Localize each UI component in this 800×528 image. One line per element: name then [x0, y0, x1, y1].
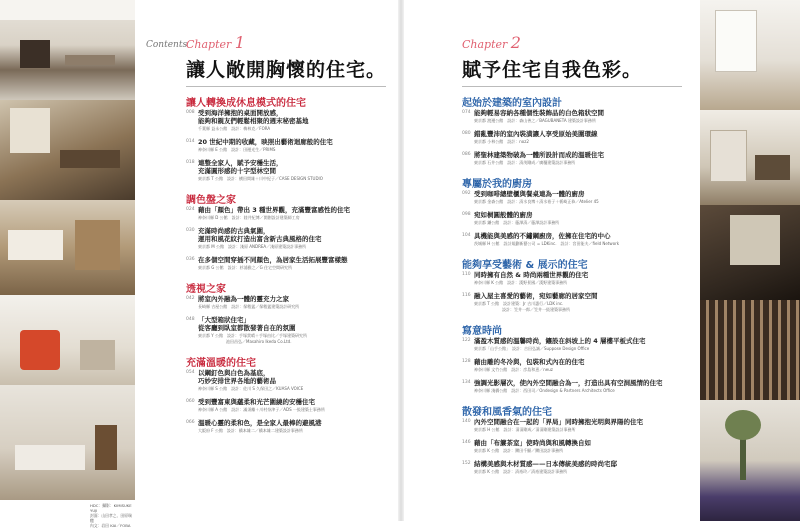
- entry-title: 受到海洋擁抱的桌面開放感，: [198, 109, 283, 117]
- page-number: 086: [462, 152, 471, 157]
- chapter-number: 2: [510, 33, 521, 52]
- section-heading: 專屬於我的廚房: [462, 179, 532, 190]
- page-number: 134: [462, 380, 471, 385]
- entry-credit: 東京都 T 公館 設計建築：Jr 吉川惠行／LDK inc.: [474, 301, 564, 306]
- entry-title: 充滿圓形感的十字型林空間: [198, 167, 276, 175]
- entry-title: 20 世紀中期的收藏，映照出藝術迴廊般的住宅: [198, 138, 333, 146]
- right-photo-strip: [700, 0, 800, 521]
- entry-title: 巧妙安排世界各地的藝術品: [198, 377, 276, 385]
- entry-title: 藉由「顏色」帶出 3 種世界觀，充滿豐富感性的住宅: [198, 206, 351, 214]
- section-heading: 能夠享受藝術 & 展示的住宅: [462, 260, 588, 271]
- page-number: 008: [186, 110, 195, 115]
- section-heading: 寫意時尚: [462, 326, 502, 337]
- page-number: 080: [462, 131, 471, 136]
- page-number: 140: [462, 419, 471, 424]
- contents-label: Contents: [146, 40, 188, 50]
- page-number: 036: [186, 257, 195, 262]
- entry-credit: 東京都 K 公館 設計：鑽田千顯／鑽田設計事務所: [474, 448, 564, 453]
- entry-credit: 茨城縣 H 公館 設計規劃新藝公司 = LDKinc. 設計：宮田能夫／field Network: [474, 241, 620, 246]
- section-heading: 調色盤之家: [186, 195, 236, 206]
- entry-title: 宛如桐圓般體的廚房: [474, 211, 533, 219]
- chapter-number: 1: [234, 33, 245, 52]
- entry-title: 藉由雕的冬冷與，包裝和式內在的住宅: [474, 358, 585, 366]
- entry-credit: 東京都 Y 公館 設計：手塚貴晴＋手塚由比／手塚建築研究所: [198, 333, 307, 338]
- photo-credits: [90, 503, 135, 528]
- page-number: 110: [462, 272, 471, 277]
- page-number: 146: [462, 440, 471, 445]
- chapter-word: Chapter: [462, 38, 508, 51]
- page-number: 074: [462, 110, 471, 115]
- entry-title: 從客廳到臥室都散發著自在的氛圍: [198, 324, 296, 332]
- entry-title: 同時擁有自然 & 時尚兩種世界觀的住宅: [474, 271, 589, 279]
- page-number: 098: [462, 212, 471, 217]
- entry-title: 具機能與美感的不鏽鋼廚房，佐擁在住宅的中心: [474, 232, 611, 240]
- interior-photo-shelves: [700, 110, 800, 205]
- entry-credit: 長崎縣 吉屋公館 設計：保稻猛／保稻猛建築設計研究所: [198, 304, 300, 309]
- interior-photo-living: [0, 0, 135, 100]
- entry-credit: 東京都 石井公館 設計：清茂剛成／廣穰建築設計事務所: [474, 160, 576, 165]
- interior-photo-room: [0, 295, 135, 385]
- credit-line: 封面：山田孝之、田原瑞穗: [90, 513, 132, 523]
- page-number: 060: [186, 399, 195, 404]
- entry-title: 以鋼釘色與白色為基底，: [198, 369, 270, 377]
- entry-title: 溫暖心靈的柔和色，是全家人最棒的避風港: [198, 419, 322, 427]
- page-number: 066: [186, 420, 195, 425]
- entry-title: 錯亂豐沛的室內裝潢讓人享受原始美圍環線: [474, 130, 598, 138]
- entry-credit: 大阪府 F 公館 設計：橋本雄二／橋本雄二建築設計事務所: [198, 428, 303, 433]
- title-divider: [462, 86, 682, 87]
- section-heading: 充滿溫暖的住宅: [186, 358, 256, 369]
- entry-title: 將聖林建築物破為一體所設計而成的溫暖住宅: [474, 151, 604, 159]
- page-number: 030: [186, 228, 195, 233]
- entry-title: 受到豐富東與蘊柔和光芒圍繞的安穩住宅: [198, 398, 315, 406]
- entry-title: 強調光影層次，使內外空間融合為一，打造出具有空洞風情的住宅: [474, 379, 663, 387]
- entry-title: 能夠和親友們輕鬆相聚的週末秘密基地: [198, 117, 309, 125]
- interior-photo-screen: [700, 300, 800, 400]
- entry-title: 將室內外融為一體的靈充力之家: [198, 295, 289, 303]
- interior-photo-bedroom: [0, 385, 135, 500]
- interior-photo-dining: [0, 100, 135, 200]
- page-number: 116: [462, 293, 471, 298]
- chapter-2-label: [462, 33, 521, 52]
- page-number: 054: [186, 370, 195, 375]
- chapter-1-title: 讓人敞開胸懷的住宅。: [186, 59, 387, 81]
- entry-title: 結構美感與木材質感——日本傳統美感的時尚宅邸: [474, 460, 617, 468]
- entry-credit: 神奈川縣 文竹公館 設計：彦島和恵／neuz: [474, 367, 553, 372]
- page-number: 092: [462, 191, 471, 196]
- entry-credit: 東京都 K 公館 設計：清裕玲／清裕建築設計事務所: [474, 469, 568, 474]
- entry-title: 內外空間融合在一起的「界局」同時擁抱光明與界陽的住宅: [474, 418, 643, 426]
- entry-title: 滿盈木質感的溫馨時尚，鑲設在斜坡上的 4 層樓平板式住宅: [474, 337, 646, 345]
- interior-photo-kitchen: [0, 200, 135, 295]
- entry-credit: 設計：笠井一郎／笠井一級建築事務所: [502, 307, 570, 312]
- entry-credit: 千葉縣 益永公館 設計：梅林克／FORA: [198, 126, 271, 131]
- section-heading: 讓人轉換成休息模式的住宅: [186, 98, 306, 109]
- entry-credit: 神奈川縣 A 公館 設計：滿須離＋川村奈津子／ADS 一級建築士事務所: [198, 407, 325, 412]
- page-number: 128: [462, 359, 471, 364]
- page-number: 152: [462, 461, 471, 466]
- title-divider: [186, 86, 386, 87]
- section-heading: 起始於建築的室內設計: [462, 98, 562, 109]
- entry-credit: 東京都「山手公館」 設計：吉田弘誠／Suppose Design Office: [474, 346, 590, 351]
- entry-title: 受到咖啡總壁櫃與餐桌連為一體的廚房: [474, 190, 585, 198]
- entry-credit: 東京都 金森公館 設計：清水良博＋清水裕子＋栃崎正恭／Atelier 45: [474, 199, 599, 204]
- credit-line: 內文：岩田 KAI／FOBA: [90, 523, 131, 528]
- left-photo-strip: [0, 0, 135, 528]
- entry-title: 連整全家人，賦予安穩生活，: [198, 159, 283, 167]
- section-heading: 透視之家: [186, 284, 226, 295]
- page-number: 024: [186, 207, 195, 212]
- entry-credit: 東京都 M 公館 設計：淺原 ANDREA／淺原建築設計事務所: [198, 244, 307, 249]
- page-gutter: [398, 0, 404, 521]
- interior-photo-window: [700, 0, 800, 110]
- entry-credit: 東京都 G 公館 設計：杉浦雅之／G 住宅空間研究所: [198, 265, 293, 270]
- chapter-1-label: [186, 33, 245, 52]
- page-number: 042: [186, 296, 195, 301]
- interior-photo-dark-room: [700, 205, 800, 300]
- entry-title: 藉由「布簾茶室」使時尚與和風轉換自如: [474, 439, 591, 447]
- credit-line: HDC：攝影：KIMISUKE YUJI: [90, 503, 132, 513]
- entry-credit: 神奈川縣 E 公館 設計：田邊光生／PRIMS: [198, 147, 276, 152]
- page-number: 014: [186, 139, 195, 144]
- entry-credit: 神奈川縣 淺橋公館 設計：西田司／Ondesign & Partners Architects Office: [474, 388, 615, 393]
- entry-title: 融入屋主喜愛的藝術，宛如藝廊的居家空間: [474, 292, 598, 300]
- entry-title: 「大型箱狀住宅」: [198, 316, 250, 324]
- page-number: 104: [462, 233, 471, 238]
- entry-credit: 池田昌弘／Masahiro Ikeda Co.Ltd.: [226, 339, 292, 344]
- chapter-word: Chapter: [186, 38, 232, 51]
- section-heading: 散發和風香氣的住宅: [462, 407, 552, 418]
- chapter-2-title: 賦予住宅自我色彩。: [462, 59, 643, 81]
- page-number: 018: [186, 160, 195, 165]
- page-number: 048: [186, 317, 195, 322]
- entry-credit: 神奈川縣 K 公館 設計：漢野景國／漢野建築事務所: [474, 280, 568, 285]
- entry-title: 充滿時尚感的古典氣圍，: [198, 227, 270, 235]
- entry-credit: 東京都 T 公館 設計：橫田間雄＋川中紀子／CASE DESIGN STUDIO: [198, 176, 323, 181]
- entry-title: 能夠輕易容納各種個性裝飾品的白色箱狀空間: [474, 109, 604, 117]
- entry-title: 運用和風花紋打造出富含新古典風格的住宅: [198, 235, 322, 243]
- interior-photo-courtyard: [700, 400, 800, 521]
- entry-credit: 東京都 小林公館 設計：noz2: [474, 139, 529, 144]
- entry-credit: 神奈川縣 S 公館 設計：佐川 S 久保田之／KUASA VOICE: [198, 386, 304, 391]
- entry-title: 在多個空間穿插不同顏色，為居家生活拓展豐富樣態: [198, 256, 348, 264]
- entry-credit: 神奈川縣 D 公館 設計：陸井紀博／開創設計建築師工房: [198, 215, 300, 220]
- entry-credit: 東京都 鎌公館 設計：藤澤清／藤澤設計事務所: [474, 220, 560, 225]
- page-number: 122: [462, 338, 471, 343]
- entry-credit: 東京都 H 公館 設計：清清剛成／清清剛建築設計事務所: [474, 427, 576, 432]
- entry-credit: 東京都 渡邊公館 設計：森山善之／BAGUBANETA 建築設計事務所: [474, 118, 596, 123]
